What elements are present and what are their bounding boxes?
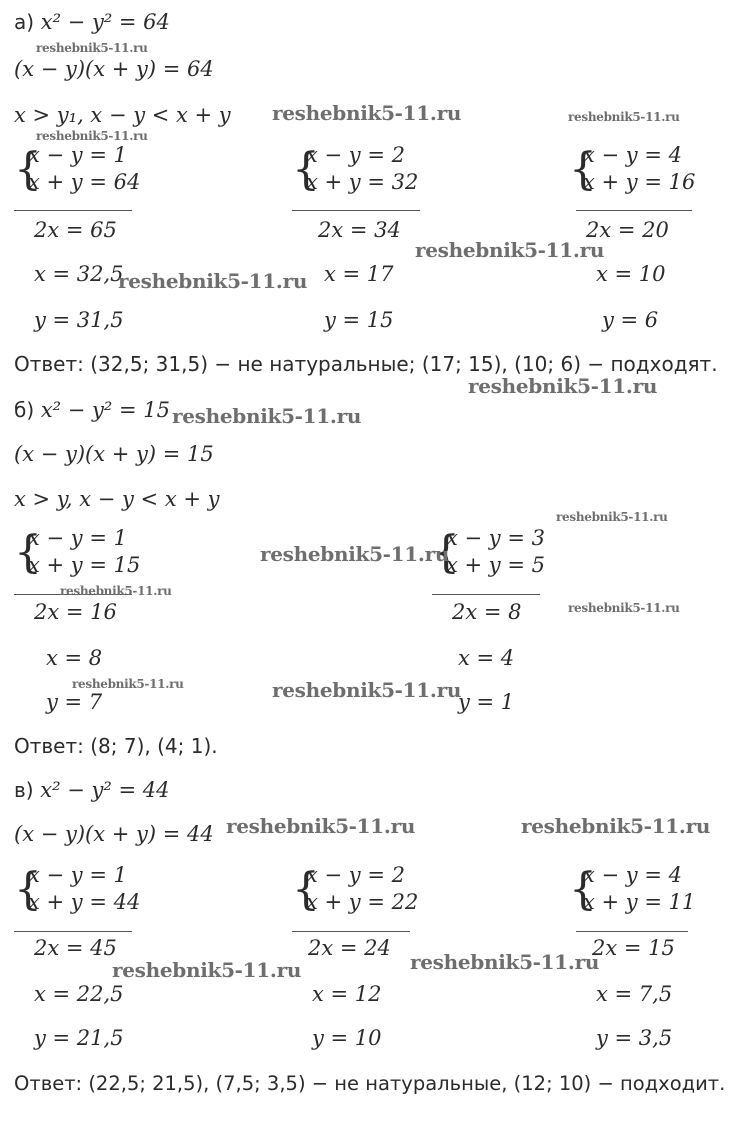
part-b-sum-1: 2x = 16 [34,600,117,624]
sum-rule [292,931,410,932]
part-a-system-1 [14,142,141,196]
sum-rule [292,210,420,211]
system-eq2: x + y = 32 [306,170,419,194]
part-b-sum-2: 2x = 8 [452,600,522,624]
part-c-x-2: x = 12 [312,982,382,1006]
brace: { [569,864,597,915]
part-b-y-2: y = 1 [458,690,515,714]
part-a-system-2 [292,142,419,196]
watermark: reshebnik5-11.ru [568,110,680,124]
part-a-sum-1: 2x = 65 [34,218,117,242]
system-eq2: x + y = 11 [583,890,696,914]
part-c-header [14,778,169,802]
watermark: reshebnik5-11.ru [568,601,680,615]
part-c-sum-2: 2x = 24 [308,936,391,960]
part-c-equation: x² − y² = 44 [40,778,170,802]
part-a-sum-3: 2x = 20 [586,218,669,242]
part-c-system-1 [14,862,141,916]
system-eq1: x − y = 4 [583,143,682,167]
part-b-header [14,398,170,422]
part-c-system-2 [292,862,419,916]
part-a-label: а) [14,10,35,34]
part-c-x-1: x = 22,5 [34,982,124,1006]
sum-rule [14,931,132,932]
part-b-y-1: y = 7 [46,690,103,714]
watermark: reshebnik5-11.ru [272,678,462,702]
system-eq1: x − y = 1 [28,143,127,167]
part-b-equation: x² − y² = 15 [40,398,170,422]
part-c-sum-3: 2x = 15 [592,936,675,960]
brace: { [14,527,42,578]
part-b-factored: (x − y)(x + y) = 15 [14,442,214,466]
watermark: reshebnik5-11.ru [112,958,302,982]
watermark: reshebnik5-11.ru [260,542,450,566]
part-a-condition: x > y₁, x − y < x + y [14,103,231,127]
system-eq1: x − y = 4 [583,863,682,887]
part-c-x-3: x = 7,5 [596,982,673,1006]
part-c-factored: (x − y)(x + y) = 44 [14,822,214,846]
part-b-x-2: x = 4 [458,646,515,670]
watermark: reshebnik5-11.ru [226,814,416,838]
watermark: reshebnik5-11.ru [556,510,668,524]
sum-rule [14,210,132,211]
system-eq2: x + y = 5 [446,553,545,577]
sum-rule [432,594,540,595]
watermark: reshebnik5-11.ru [272,101,462,125]
watermark: reshebnik5-11.ru [172,404,362,428]
system-eq2: x + y = 44 [28,890,141,914]
sum-rule [576,210,692,211]
sum-rule [576,931,688,932]
watermark: reshebnik5-11.ru [72,677,184,691]
part-c-y-1: y = 21,5 [34,1026,124,1050]
system-eq1: x − y = 2 [306,143,405,167]
part-a-sum-2: 2x = 34 [318,218,401,242]
watermark: reshebnik5-11.ru [468,374,658,398]
part-b-system-2 [432,525,545,579]
system-eq2: x + y = 64 [28,170,141,194]
brace: { [569,144,597,195]
part-a-factored: (x − y)(x + y) = 64 [14,57,214,81]
watermark: reshebnik5-11.ru [521,814,711,838]
watermark: reshebnik5-11.ru [60,584,172,598]
watermark: reshebnik5-11.ru [118,269,308,293]
part-c-label: в) [14,778,34,802]
system-eq1: x − y = 1 [28,526,127,550]
watermark: reshebnik5-11.ru [36,41,148,55]
system-eq2: x + y = 22 [306,890,419,914]
part-c-sum-1: 2x = 45 [34,936,117,960]
brace: { [14,864,42,915]
system-eq2: x + y = 16 [583,170,696,194]
part-c-y-3: y = 3,5 [596,1026,673,1050]
watermark: reshebnik5-11.ru [415,238,605,262]
system-eq1: x − y = 1 [28,863,127,887]
system-eq1: x − y = 2 [306,863,405,887]
part-a-header [14,10,170,34]
part-a-x-3: x = 10 [596,262,666,286]
part-c-system-3 [569,862,696,916]
part-a-y-1: y = 31,5 [34,308,124,332]
part-b-condition: x > y, x − y < x + y [14,487,220,511]
part-a-y-2: y = 15 [324,308,394,332]
brace: { [432,527,460,578]
part-b-x-1: x = 8 [46,646,103,670]
part-b-label: б) [14,398,35,422]
part-b-system-1 [14,525,141,579]
part-c-y-2: y = 10 [312,1026,382,1050]
part-a-answer: Ответ: (32,5; 31,5) − не натуральные; (17; 15), (10; 6) − подходят. [14,352,718,376]
brace: { [14,144,42,195]
watermark: reshebnik5-11.ru [36,129,148,143]
part-a-x-2: x = 17 [324,262,394,286]
part-b-answer: Ответ: (8; 7), (4; 1). [14,734,218,758]
brace: { [292,144,320,195]
brace: { [292,864,320,915]
watermark: reshebnik5-11.ru [410,950,600,974]
part-a-system-3 [569,142,696,196]
part-a-x-1: x = 32,5 [34,262,124,286]
part-a-y-3: y = 6 [602,308,659,332]
part-a-equation: x² − y² = 64 [40,10,170,34]
system-eq1: x − y = 3 [446,526,545,550]
part-c-answer: Ответ: (22,5; 21,5), (7,5; 3,5) − не натуральные, (12; 10) − подходит. [14,1072,726,1095]
system-eq2: x + y = 15 [28,553,141,577]
